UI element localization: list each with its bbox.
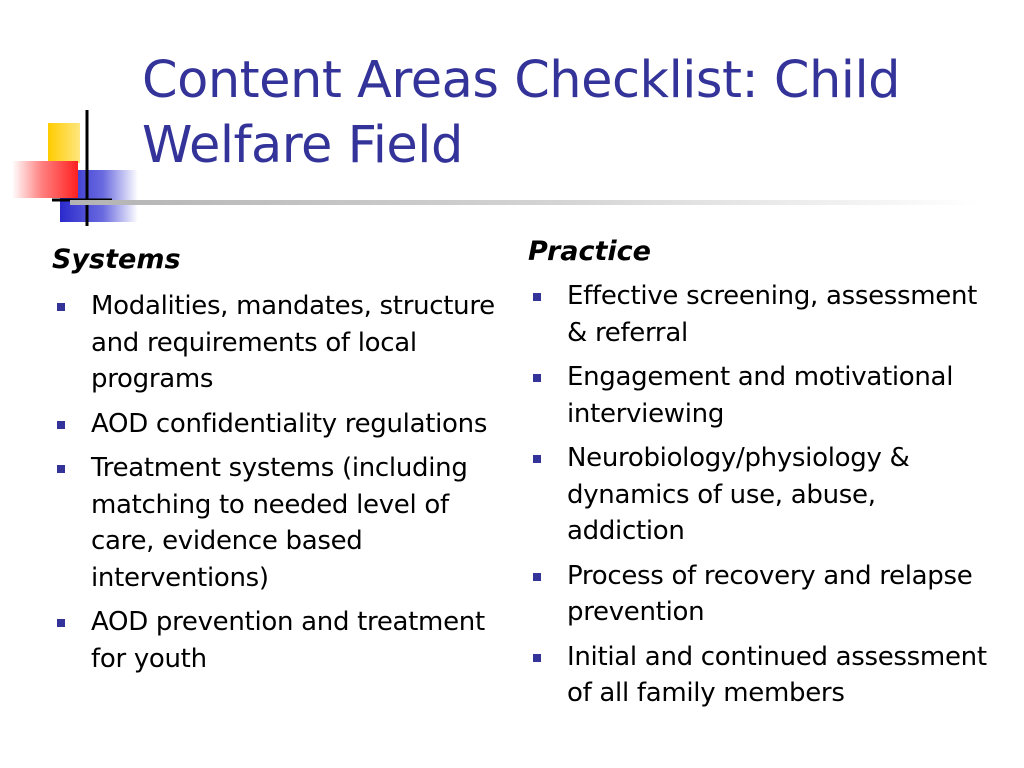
systems-heading: Systems — [52, 244, 181, 275]
square-bullet-icon — [533, 455, 541, 463]
square-bullet-icon — [57, 619, 65, 627]
square-bullet-icon — [57, 465, 65, 473]
list-item — [528, 440, 998, 550]
square-bullet-icon — [57, 303, 65, 311]
square-bullet-icon — [533, 293, 541, 301]
list-item — [52, 450, 512, 596]
list-item-text: Process of recovery and relapse prevention — [567, 560, 973, 627]
list-item-text: Modalities, mandates, structure and requirements of local programs — [91, 291, 495, 394]
list-item — [528, 639, 998, 712]
list-item — [52, 406, 512, 443]
list-item-text: Treatment systems (including matching to needed level of care, evidence based interventions) — [91, 453, 468, 593]
list-item-text: AOD confidentiality regulations — [91, 408, 488, 439]
list-item — [528, 558, 998, 631]
list-item — [52, 288, 512, 398]
practice-list — [528, 278, 998, 712]
list-item-text: Initial and continued assessment of all family members — [567, 641, 987, 708]
list-item-text: Engagement and motivational interviewing — [567, 362, 954, 429]
practice-column — [528, 232, 998, 720]
red-square — [12, 161, 78, 198]
list-item — [528, 278, 998, 351]
square-bullet-icon — [57, 421, 65, 429]
list-item — [528, 359, 998, 432]
list-item — [52, 604, 512, 677]
square-bullet-icon — [533, 374, 541, 382]
list-item-text: Neurobiology/physiology & dynamics of use, abuse, addiction — [567, 443, 910, 546]
square-bullet-icon — [533, 573, 541, 581]
practice-heading: Practice — [528, 236, 651, 267]
list-item-text: AOD prevention and treatment for youth — [91, 607, 485, 674]
square-bullet-icon — [533, 654, 541, 662]
slide-title: Content Areas Checklist: Child Welfare Field — [142, 51, 901, 175]
systems-column — [52, 240, 512, 685]
systems-list — [52, 288, 512, 677]
yellow-square — [48, 123, 80, 163]
list-item-text: Effective screening, assessment & referral — [567, 281, 978, 348]
title-divider — [70, 200, 980, 205]
